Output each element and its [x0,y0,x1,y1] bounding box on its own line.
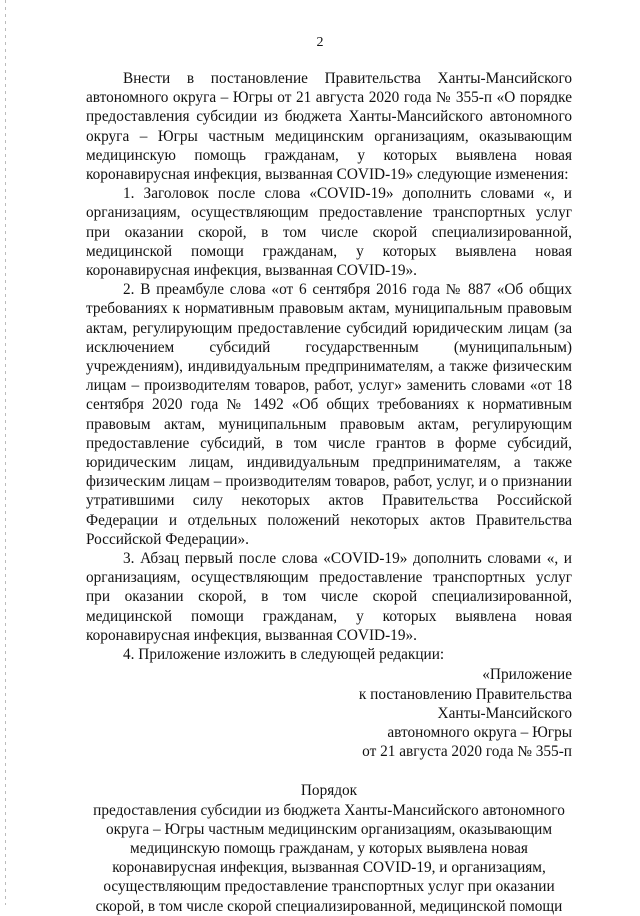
subtitle-line: осуществляющим предоставление транспортных услуг при оказании [103,878,555,896]
paragraph-item-2: 2. В преамбуле слова «от 6 сентября 2016 года № 887 «Об общих требованиях к нормативным правовым актам, муниципальным правовым актам, регулирующим предоставление субсидий юридическим лицам (за исключением субсидий государственным (муниципальным) учреждениям), индивидуальным предпринимателям, а также физическим лицам – производителям товаров, работ, услуг» заменить словами «от 18 сентября 2020 года № 1492 «Об общих требованиях к нормативным правовым актам, муниципальным правовым актам, регулирующим предоставление субсидий, в том числе грантов в форме субсидий, юридическим лицам, индивидуальным предпринимателям, а также физическим лицам – производителям товаров, работ, услуг, и о признании утратившими силу некоторых актов Правительства Российской Федерации и отдельных положений некоторых актов Правительства Российской Федерации». [86,281,572,548]
paragraph-item-1: 1. Заголовок после слова «COVID-19» дополнить словами «, и организациям, осуществляющим предоставление транспортных услуг при оказании скорой, в том числе скорой специализированной, медицинской помощи гражданам, у которых выявлена новая коронавирусная инфекция, вызванная COVID-19». [86,185,572,280]
subtitle-line: округа – Югры частным медицинским организациям, оказывающим [105,820,553,838]
paragraph-intro: Внести в постановление Правительства Ханты-Мансийского автономного округа – Югры от 21 августа 2020 года № 355-п «О порядке предоставления субсидии из бюджета Ханты-Мансийского автономного округа – Югры частным медицинским организациям, оказывающим медицинскую помощь гражданам, у которых выявлена новая коронавирусная инфекция, вызванная COVID-19» следующие изменения: [86,70,572,184]
scan-edge [5,0,6,905]
subtitle-line: медицинскую помощь гражданам, у которых выявлена новая [130,839,528,857]
paragraph-item-3: 3. Абзац первый после слова «COVID-19» дополнить словами «, и организациям, осуществляющим предоставление транспортных услуг при оказании скорой, в том числе скорой специализированной, медицинской помощи гражданам, у которых выявлена новая коронавирусная инфекция, вызванная COVID-19». [86,550,572,644]
procedure-subtitle [86,801,572,916]
appendix-line: «Приложение [482,666,572,684]
appendix-line: автономного округа – Югры [387,723,572,741]
appendix-line: от 21 августа 2020 года № 355-п [362,743,572,761]
page-number: 2 [316,35,324,50]
paragraph-item-4: 4. Приложение изложить в следующей редакции: [123,646,445,664]
subtitle-line: коронавирусная инфекция, вызванная COVID-19, и организациям, [112,859,546,877]
subtitle-line: предоставления субсидии из бюджета Ханты-Мансийского автономного [93,801,565,819]
document-body [86,69,572,916]
subtitle-line: скорой, в том числе скорой специализированной, медицинской помощи [95,897,563,915]
procedure-title: Порядок [300,782,358,800]
appendix-line: к постановлению Правительства [358,685,572,703]
appendix-header [344,665,572,761]
appendix-line: Ханты-Мансийского [437,704,572,722]
